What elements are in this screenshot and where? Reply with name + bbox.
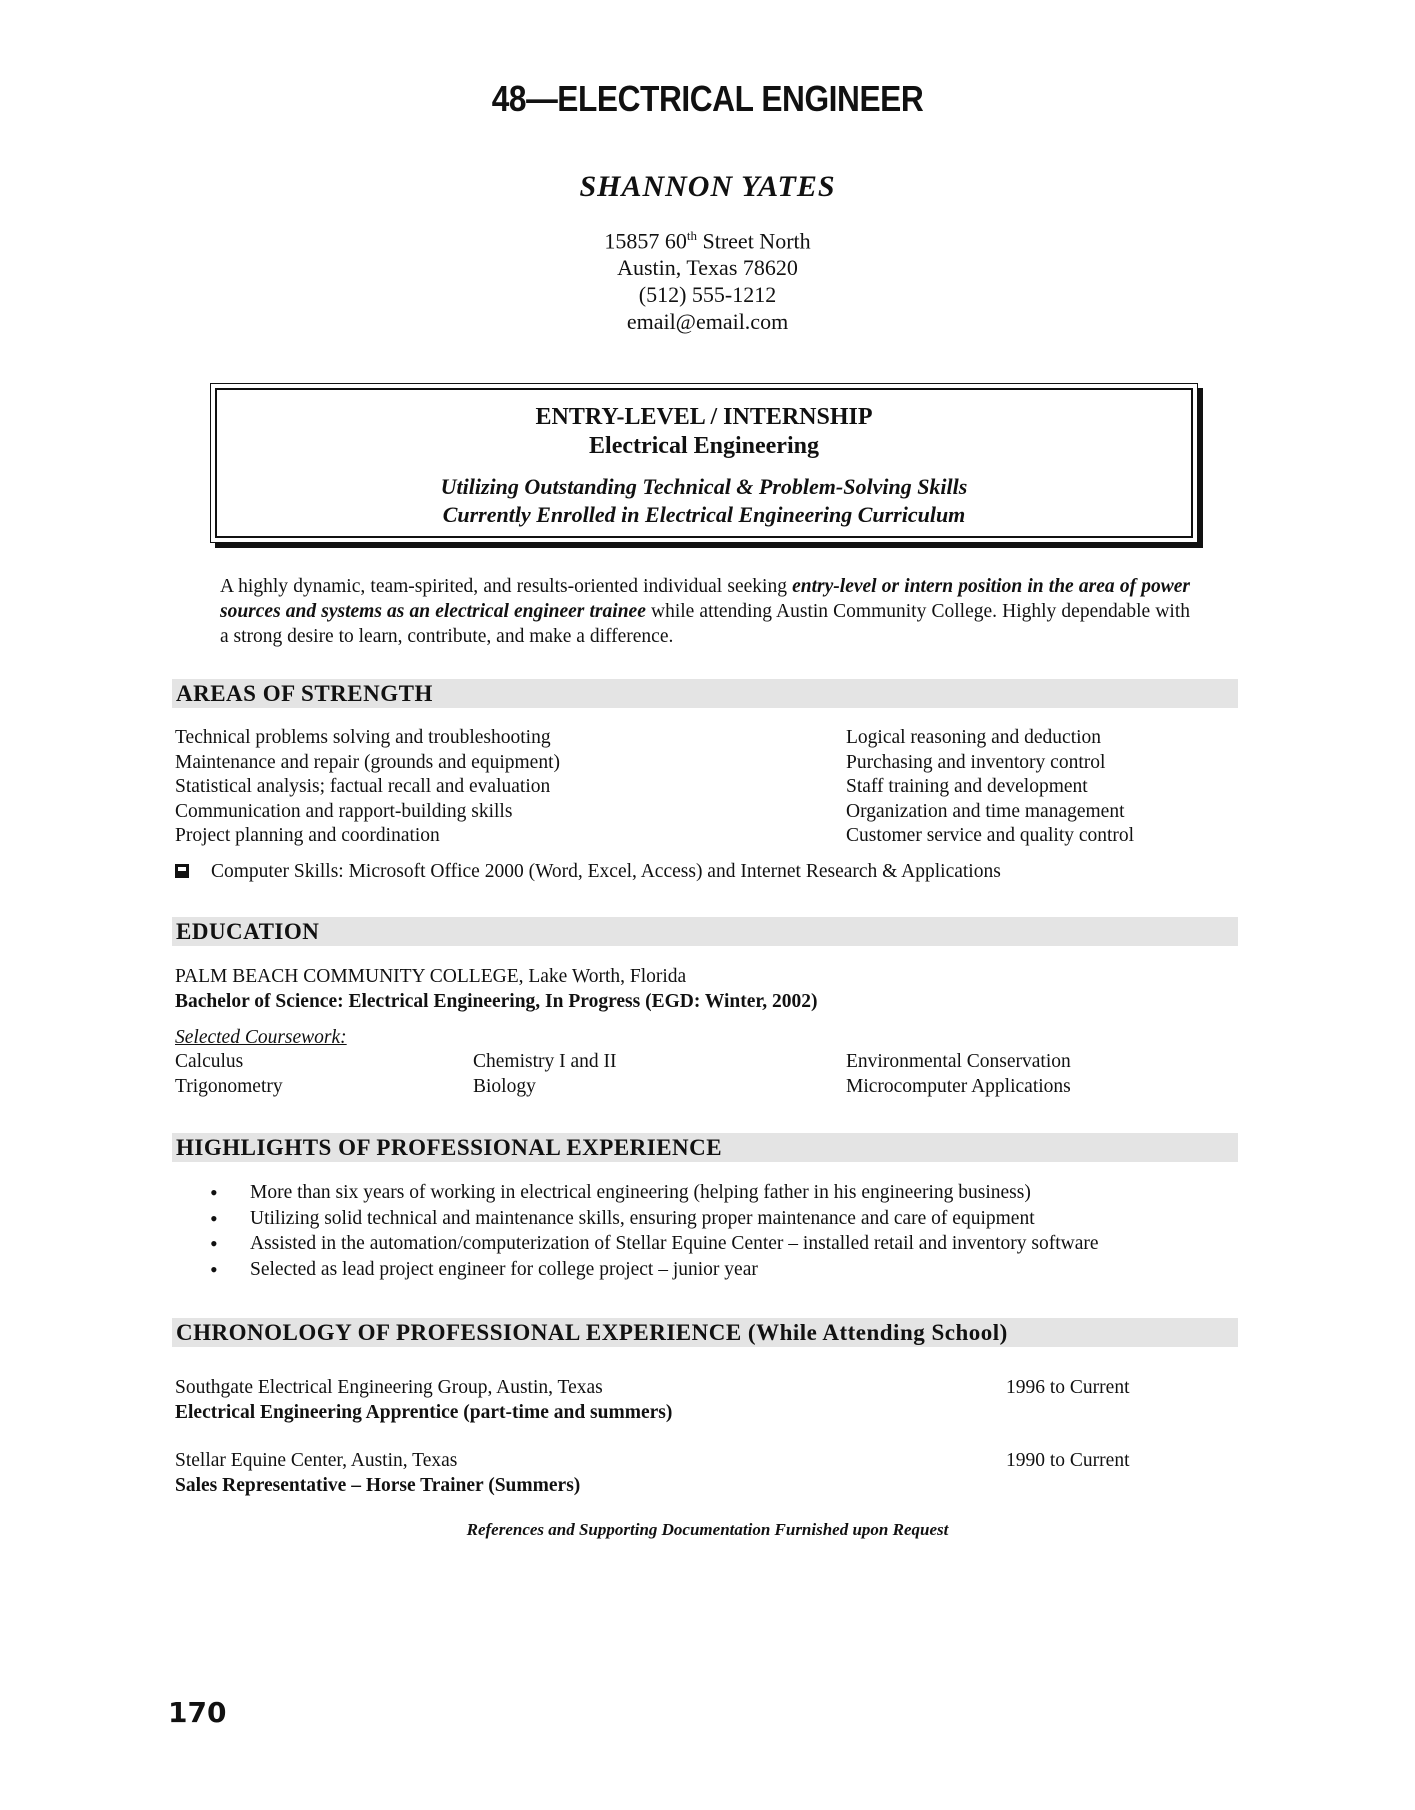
street-suffix: th [686,228,697,243]
degree: Bachelor of Science: Electrical Engineering, In Progress (EGD: Winter, 2002) [175,991,818,1012]
section-highlights: HIGHLIGHTS OF PROFESSIONAL EXPERIENCE [172,1133,1238,1162]
list-item: Trigonometry [175,1075,283,1097]
courses-column-1 [175,1050,283,1099]
phone: (512) 555-1212 [638,282,777,308]
job-2-company: Stellar Equine Center, Austin, Texas [175,1450,458,1471]
section-areas-of-strength: AREAS OF STRENGTH [172,679,1238,708]
summary-text-1: A highly dynamic, team-spirited, and results-oriented individual seeking [220,576,793,597]
list-item: • Utilizing solid technical and maintenance skills, ensuring proper maintenance and care of equipment [210,1206,1099,1232]
computer-skills [175,860,1001,885]
courses-column-2 [473,1050,617,1099]
disk-bullet-icon [175,864,189,878]
summary-emphasis: entry-level or intern position in the area of power sources and systems as an electrical engineer trainee [220,576,1190,622]
objective-banner [210,383,1198,543]
job-1-title: Electrical Engineering Apprentice (part-time and summers) [175,1402,673,1423]
list-item: • Selected as lead project engineer for college project – junior year [210,1257,1099,1283]
list-item: Purchasing and inventory control [846,751,1106,773]
references-note: References and Supporting Documentation Furnished upon Request [466,1520,949,1539]
job-1-dates: 1996 to Current [1006,1377,1130,1398]
job-2-dates: 1990 to Current [1006,1450,1130,1471]
list-item: Project planning and coordination [175,825,440,846]
section-chronology: CHRONOLOGY OF PROFESSIONAL EXPERIENCE (While Attending School) [172,1318,1238,1347]
email[interactable]: email@email.com [626,309,789,335]
banner-line-2: Electrical Engineering [589,433,819,459]
summary-text-2: while attending Austin Community College. Highly dependable with a strong desire to learn, contribute, and make a difference. [220,601,1190,647]
street-number: 15857 60 [604,228,687,254]
list-item: • Assisted in the automation/computerization of Stellar Equine Center – installed retail and inventory software [210,1231,1099,1257]
list-item: Chemistry I and II [473,1051,617,1072]
highlights-list [210,1180,1099,1282]
applicant-name: SHANNON YATES [579,170,836,203]
list-item: Communication and rapport-building skills [175,800,513,822]
computer-skills-text: Computer Skills: Microsoft Office 2000 (Word, Excel, Access) and Internet Research & Applications [211,861,1001,882]
banner-line-4: Currently Enrolled in Electrical Engineering Curriculum [442,502,966,527]
banner-line-1: ENTRY-LEVEL / INTERNSHIP [535,404,873,430]
list-item: Logical reasoning and deduction [846,727,1102,748]
courses-column-3 [846,1050,1071,1099]
chapter-title: 48—ELECTRICAL ENGINEER [491,78,924,119]
summary-paragraph [220,574,1190,649]
list-item: • More than six years of working in electrical engineering (helping father in his engineering business) [210,1180,1099,1206]
strengths-right-list [846,726,1134,849]
list-item: Staff training and development [846,776,1088,797]
street-address [0,222,1415,254]
list-item: Customer service and quality control [846,825,1135,846]
list-item: Biology [473,1075,536,1097]
banner-inner-border [215,388,1193,538]
list-item: Maintenance and repair (grounds and equipment) [175,751,560,773]
page-number: 170 [168,1696,227,1729]
school-name: PALM BEACH COMMUNITY COLLEGE, Lake Worth, Florida [175,966,687,987]
list-item: Calculus [175,1051,244,1072]
list-item: Technical problems solving and troubleshooting [175,727,551,748]
coursework-label: Selected Coursework: [175,1027,347,1048]
list-item: Organization and time management [846,800,1125,822]
city-line: Austin, Texas 78620 [617,255,798,281]
list-item: Statistical analysis; factual recall and evaluation [175,776,551,797]
banner-line-3: Utilizing Outstanding Technical & Problem-Solving Skills [440,474,968,499]
list-item: Microcomputer Applications [846,1075,1071,1097]
job-2-title: Sales Representative – Horse Trainer (Summers) [175,1475,581,1496]
strengths-left-list [175,726,560,849]
job-1-company: Southgate Electrical Engineering Group, Austin, Texas [175,1377,603,1398]
contact-block [0,222,1415,335]
section-education: EDUCATION [172,917,1238,946]
street-name: Street North [696,228,811,254]
list-item: Environmental Conservation [846,1051,1071,1072]
